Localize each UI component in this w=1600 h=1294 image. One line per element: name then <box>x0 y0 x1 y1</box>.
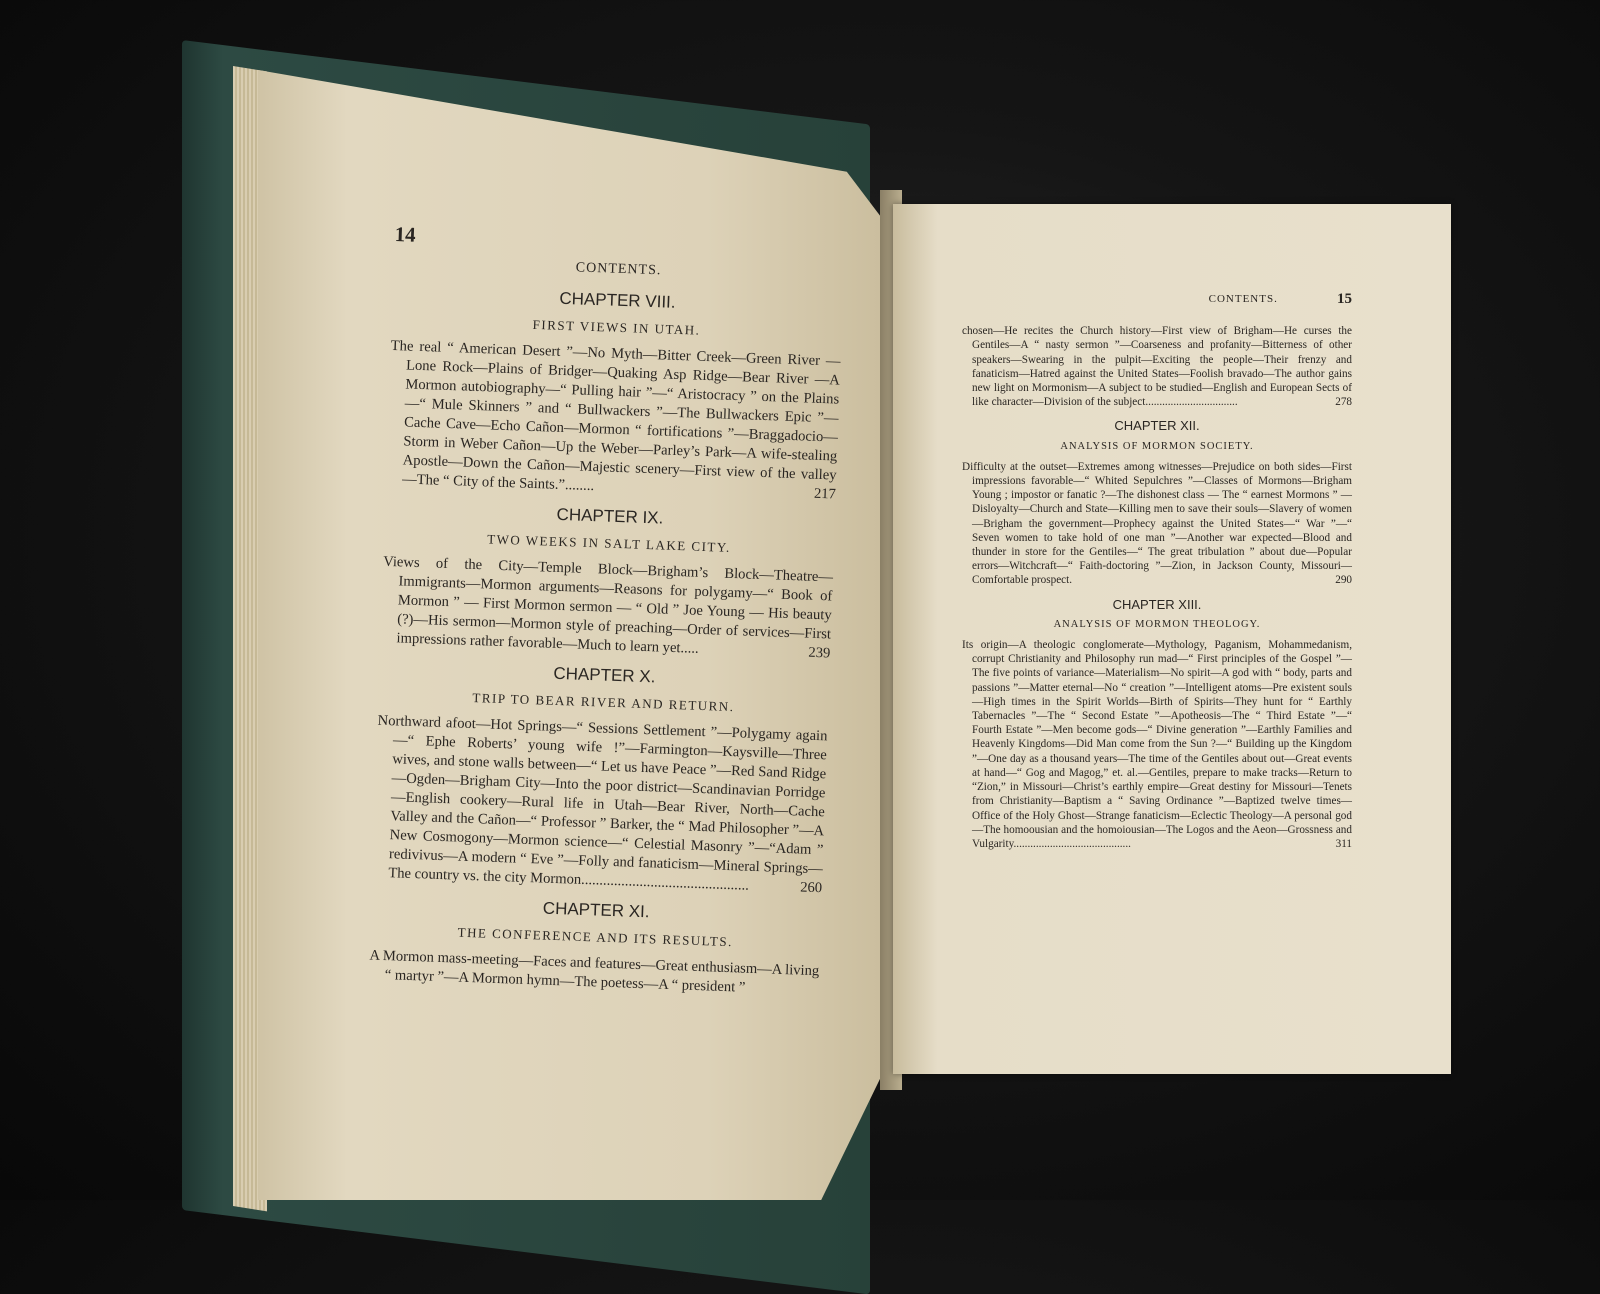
page-ref: 278 <box>1335 396 1352 409</box>
chapter-summary: Northward afoot—Hot Springs—“ Sessions Settlement ”—Polygamy again—“ Ephe Roberts’ young wife !”—Farmington—Kaysville—Three wives, and stone walls between—“ Let us have Peace ”—Red Sand Ridge—Ogden—Brigham City—Into the poor district—Scandinavian Porridge—English cookery—Rural life in Utah—Bear River, North—Cache Valley and the Cañon—“ Professor ” Barker, the “ Mad Philosopher ”—A New Cosmogony—Mormon science—“ Celestial Masonry ”—“Adam ” redivivus—A modern “ Eve ”—Folly and fanaticism—Mineral Springs—The country vs. the city Mormon.............................................. 260 <box>377 712 828 897</box>
chapter-title: THE CONFERENCE AND ITS RESULTS. <box>457 924 734 950</box>
chapter-summary-continued: chosen—He recites the Church history—First view of Brigham—He curses the Gentiles—A “ nasty sermon ”—Coarseness and profanity—Bitterness of other speakers—Swearing in the pulpit—Exciting the people—Their frenzy and fanaticism—Hatred against the United States—Foolish bravado—The author gains new light on Mormonism—A subject to be studied—English and European Sects of like character—Division of the subject................................. 278 <box>962 325 1352 409</box>
chapter-title: ANALYSIS OF MORMON SOCIETY. <box>1060 440 1254 452</box>
page-ref: 260 <box>799 879 823 897</box>
chapter-heading: CHAPTER IX. <box>556 504 664 528</box>
running-head-left: CONTENTS. <box>575 260 662 279</box>
chapter-title: FIRST VIEWS IN UTAH. <box>532 316 701 338</box>
chapter-summary: Difficulty at the outset—Extremes among witnesses—Prejudice on both sides—First impressions favorable—“ Whited Sepulchres ”—Classes of Mormons—Brigham Young ; impostor or fanatic ?—The dishonest class — The “ earnest Mormons ” — Disloyalty—Church and State—Killing men to save their souls—Slavery of women—Brigham the government—Prophecy against the United States—“ War ”—“ Seven women to take hold of one man ”—Another war expected—Blood and thunder in store for the Gentiles—“ The great tribulation ” about due—Popular errors—Witchcraft—“ Faith-doctoring ”—Zion, in Jackson County, Missouri—Comfortable prospect. 290 <box>962 460 1352 587</box>
left-page-text <box>366 222 845 1070</box>
chapter-summary: The real “ American Desert ”—No Myth—Bitter Creek—Green River —Lone Rock—Plains of Bridger—Quaking Asp Ridge—Bear River —A Mormon autobiography—“ Pulling hair ”—“ Aristocracy ” on the Plains—“ Mule Skinners ” and “ Bullwackers ”—The Bullwackers Epic ”—Cache Cave—Echo Cañon—Mormon “ fortifications ”—Braggadocio—Storm in Weber Cañon—Up the Weber—Parley’s Park—A wife-stealing Apostle—Down the Cañon—Majestic scenery—First view of the valley—The “ City of the Saints.”........ 217 <box>390 337 841 503</box>
chapter-heading: CHAPTER XIII. <box>1112 596 1202 612</box>
chapter-heading: CHAPTER X. <box>553 663 656 687</box>
chapter-heading: CHAPTER VIII. <box>559 288 676 312</box>
page-ref: 217 <box>813 485 837 503</box>
chapter-title: ANALYSIS OF MORMON THEOLOGY. <box>1053 618 1261 630</box>
chapter-title: TRIP TO BEAR RIVER AND RETURN. <box>472 689 735 715</box>
page-ref: 239 <box>808 644 831 662</box>
chapter-summary: A Mormon mass-meeting—Faces and features—Great enthusiasm—A living “ martyr ”—A Mormon hymn—The poetess—A “ president ” <box>369 947 820 996</box>
page-ref: 290 <box>1335 574 1352 587</box>
chapter-summary: Its origin—A theologic conglomerate—Mythology, Paganism, Mohammedanism, corrupt Christianity and Philosophy run mad—“ First principles of the Gospel ”—The five points of variance—Materialism—No spirit—A god with “ body, parts and passions ”—Matter eternal—No “ creation ”—Intelligent atoms—Pre existent souls—High times in the Spirit Worlds—Birth of Spirits—They hunt for “ Earthly Tabernacles ”—The “ Second Estate ”—Apotheosis—The “ Third Estate ”—“ Fourth Estate ”—Men become gods—“ Divine generation ”—Earthly Families and Heavenly Kingdoms—Did Man come from the Sun ?—“ Building up the Kingdom ”—One day as a thousand years—The time of the Gentiles about out—Great events at hand—“ Gog and Magog,” et. al.—Gentiles, prepare to make tracks—Return to “Zion,” in Missouri—Christ’s earthly empire—Great destiny for Missouri—Tenets from Christianity—Baptism a “ Saving Ordinance ”—Baptized twelve times—Office of the Holy Ghost—Strange fanaticism—Eclectic Theology—A personal god—The homoousian and the homoiousian—The Logos and the Aeon—Grossness and Vulgarity.......................................... 311 <box>962 639 1352 850</box>
page-number-right: 15 <box>1337 291 1352 307</box>
right-page-text <box>962 292 1352 851</box>
right-page-header <box>962 292 1352 306</box>
chapter-heading: CHAPTER XII. <box>1114 418 1200 434</box>
page-number-left: 14 <box>394 222 417 247</box>
running-head-right: CONTENTS. <box>1208 293 1278 305</box>
chapter-summary: Views of the City—Temple Block—Brigham’s Block—Theatre—Immigrants—Mormon arguments—Reasons for polygamy—“ Book of Mormon ” — First Mormon sermon — “ Old ” Joe Young — His beauty (?)—His sermon—Mormon style of preaching—Order of services—First impressions rather favorable—Much to learn yet..... 239 <box>382 553 834 662</box>
page-ref: 311 <box>1335 837 1352 850</box>
chapter-title: TWO WEEKS IN SALT LAKE CITY. <box>486 531 732 555</box>
chapter-heading: CHAPTER XI. <box>542 898 650 922</box>
